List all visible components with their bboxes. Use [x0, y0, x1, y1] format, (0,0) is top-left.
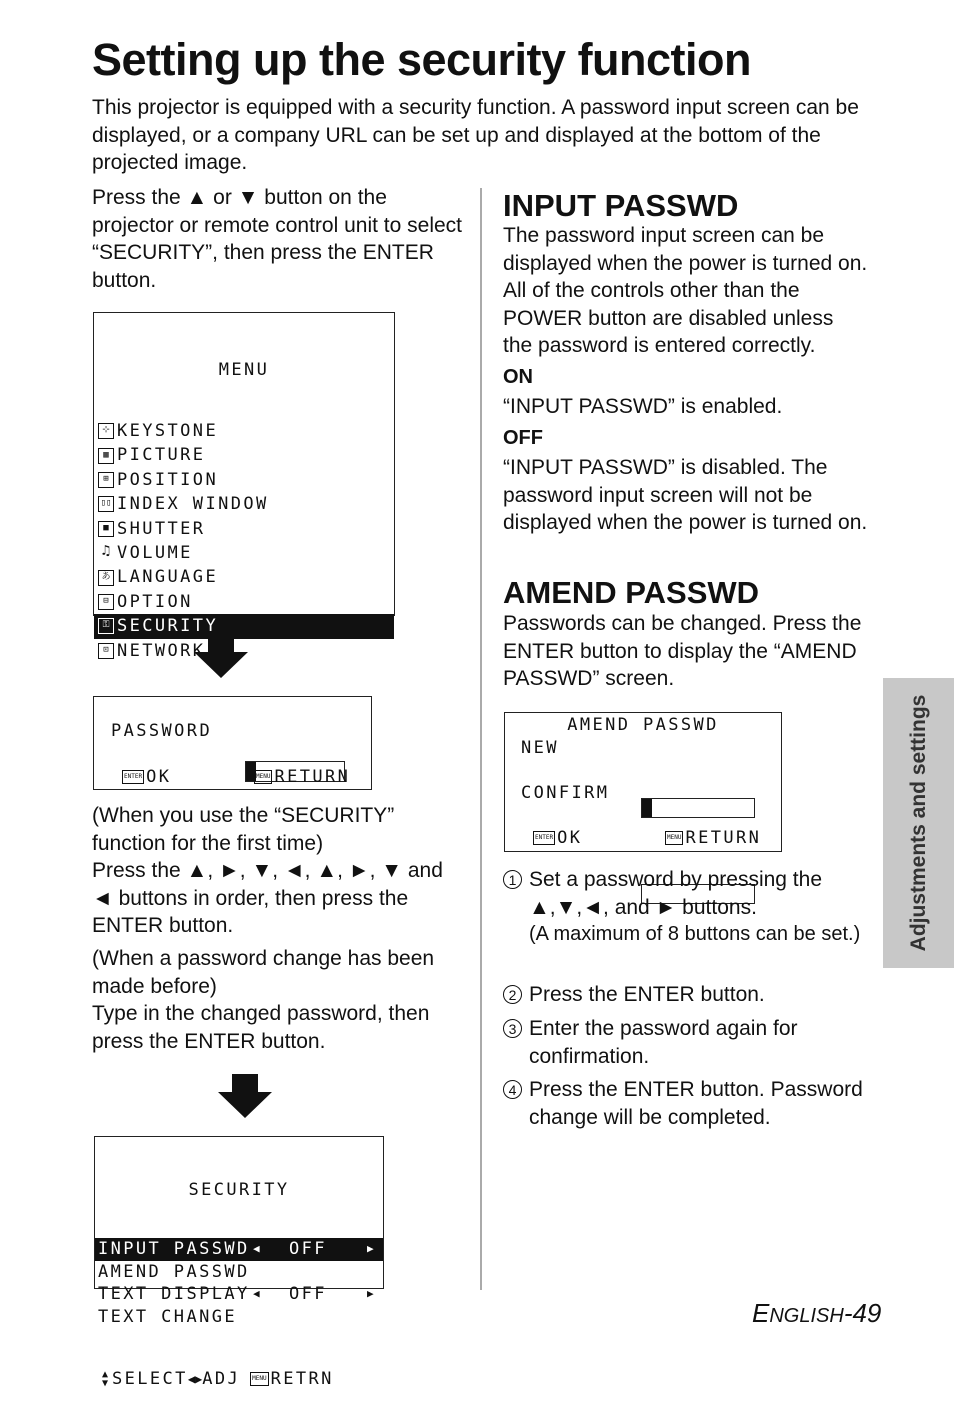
keystone-icon: ⊹ [98, 423, 114, 439]
security-row-input-passwd[interactable] [95, 1238, 383, 1261]
security-title: SECURITY [188, 1180, 290, 1200]
on-body: “INPUT PASSWD” is enabled. [503, 395, 783, 418]
off-label: OFF [503, 427, 543, 449]
input-passwd-heading: INPUT PASSWD [503, 188, 739, 223]
security-footer-return: RETRN [270, 1369, 334, 1390]
left-right-icon: ◀▶ [187, 1372, 203, 1387]
menu-item-label: OPTION [117, 591, 193, 612]
shutter-icon: ■ [98, 521, 114, 537]
step-1-text: Set a password by pressing the ▲,▼,◄, and ► buttons. [529, 868, 822, 919]
menu-item-label: VOLUME [117, 542, 193, 563]
input-passwd-body: The password input screen can be displayed when the power is turned on. All of the controls other than the POWER button are disabled unless the password is entered correctly. [503, 224, 868, 357]
menu-item-position[interactable] [94, 468, 394, 492]
side-tab-label: Adjustments and settings [906, 694, 930, 952]
security-row-value: OFF [289, 1284, 327, 1305]
step-number-3: 3 [503, 1019, 522, 1038]
password-ok: ENTER OK [124, 767, 172, 787]
menu-item-option[interactable] [94, 590, 394, 614]
step-3-text: Enter the password again for confirmation. [529, 1017, 798, 1068]
enter-key-icon: ENTER [122, 770, 144, 784]
index-window-icon: ▯▯ [98, 496, 114, 512]
step-number-4: 4 [503, 1080, 522, 1099]
step-number-1: 1 [503, 870, 522, 889]
menu-item-picture[interactable] [94, 443, 394, 467]
menu-item-label: POSITION [117, 469, 219, 490]
menu-item-volume[interactable] [94, 541, 394, 565]
menu-item-label: PICTURE [117, 445, 206, 466]
option-icon: ⊟ [98, 594, 114, 610]
menu-key-icon: MENU [665, 831, 683, 845]
network-icon: ⊡ [98, 643, 114, 659]
new-password-field[interactable] [641, 798, 755, 818]
step-2-text: Press the ENTER button. [529, 983, 765, 1006]
side-tab [883, 678, 954, 968]
security-row-label: INPUT PASSWD [98, 1239, 250, 1259]
left-arrow-icon: ◀ [253, 1287, 260, 1301]
down-arrow-icon [218, 1074, 272, 1118]
down-arrow-icon [194, 634, 248, 678]
password-screen [93, 696, 372, 790]
menu-screen [93, 312, 395, 661]
menu-item-index-window[interactable] [94, 492, 394, 516]
amend-return: MENU RETURN [667, 828, 762, 848]
position-icon: ⊞ [98, 472, 114, 488]
menu-instruction: Press the ▲ or ▼ button on the projector or remote control unit to select “SECURITY”, then press the ENTER button. [92, 186, 463, 292]
column-divider [480, 188, 482, 1290]
security-row-label: TEXT DISPLAY [98, 1284, 250, 1305]
security-row-text-change[interactable] [95, 1306, 383, 1329]
first-time-note-body: Press the ▲, ►, ▼, ◄, ▲, ►, ▼ and ◄ buttons in order, then press the ENTER button. [92, 859, 443, 937]
key-icon: ⚿ [98, 618, 114, 634]
security-footer-adj: ADJ [202, 1369, 241, 1390]
security-row-label: TEXT CHANGE [98, 1306, 237, 1327]
password-return: MENU RETURN [256, 767, 351, 787]
menu-item-label: NETWORK [117, 640, 206, 661]
right-arrow-icon: ▶ [367, 1242, 374, 1255]
enter-key-icon: ENTER [533, 831, 555, 845]
first-time-note-title: (When you use the “SECURITY” function for the first time) [92, 804, 395, 855]
menu-key-icon: MENU [254, 770, 272, 784]
menu-item-label: KEYSTONE [117, 421, 219, 441]
security-row-label: AMEND PASSWD [98, 1261, 250, 1282]
amend-screen [504, 712, 782, 852]
page-title: Setting up the security function [92, 34, 752, 85]
right-arrow-icon: ▶ [367, 1287, 374, 1301]
step-4-text: Press the ENTER button. Password change will be completed. [529, 1078, 863, 1129]
security-screen [94, 1136, 384, 1390]
left-arrow-icon: ◀ [253, 1242, 260, 1255]
step-number-2: 2 [503, 985, 522, 1004]
amend-title: AMEND PASSWD [567, 715, 719, 735]
up-down-icon: ▲ ▼ [101, 1369, 109, 1390]
intro-paragraph: This projector is equipped with a security function. A password input screen can be displayed, or a company URL can be set up and displayed at the bottom of the projected image. [92, 96, 859, 174]
changed-note-body: Type in the changed password, then press the ENTER button. [92, 1002, 430, 1053]
page-footer: ENGLISH-49 [752, 1298, 882, 1328]
security-row-value: OFF [289, 1239, 327, 1259]
menu-item-label: LANGUAGE [117, 567, 219, 588]
step-2 [503, 981, 863, 1009]
volume-icon: ♫ [101, 545, 111, 560]
step-1-note: (A maximum of 8 buttons can be set.) [529, 923, 861, 945]
new-label: NEW [521, 738, 559, 758]
security-row-text-display[interactable] [95, 1283, 383, 1306]
step-1 [503, 866, 863, 948]
changed-note-title: (When a password change has been made before) [92, 947, 435, 998]
menu-item-label: SECURITY [117, 616, 219, 637]
amend-ok: ENTER OK [535, 828, 583, 848]
menu-title: MENU [218, 360, 270, 380]
language-icon: あ [98, 570, 114, 586]
menu-item-keystone[interactable] [94, 419, 394, 443]
on-label: ON [503, 366, 533, 388]
security-footer [95, 1368, 383, 1390]
amend-passwd-heading: AMEND PASSWD [503, 575, 760, 610]
step-3 [503, 1015, 863, 1070]
menu-item-label: SHUTTER [117, 518, 206, 539]
password-label: PASSWORD [111, 721, 213, 741]
menu-item-label: INDEX WINDOW [117, 494, 269, 515]
security-footer-select: SELECT [112, 1369, 188, 1390]
amend-passwd-body: Passwords can be changed. Press the ENTER button to display the “AMEND PASSWD” screen. [503, 612, 862, 690]
security-row-amend-passwd[interactable] [95, 1261, 383, 1284]
picture-icon: ▦ [98, 448, 114, 464]
off-body: “INPUT PASSWD” is disabled. The password input screen will not be displayed when the power is turned on. [503, 456, 868, 534]
menu-item-shutter[interactable] [94, 517, 394, 541]
menu-key-icon: MENU [250, 1372, 268, 1386]
confirm-label: CONFIRM [521, 783, 610, 803]
step-4 [503, 1076, 863, 1131]
menu-item-language[interactable] [94, 565, 394, 589]
